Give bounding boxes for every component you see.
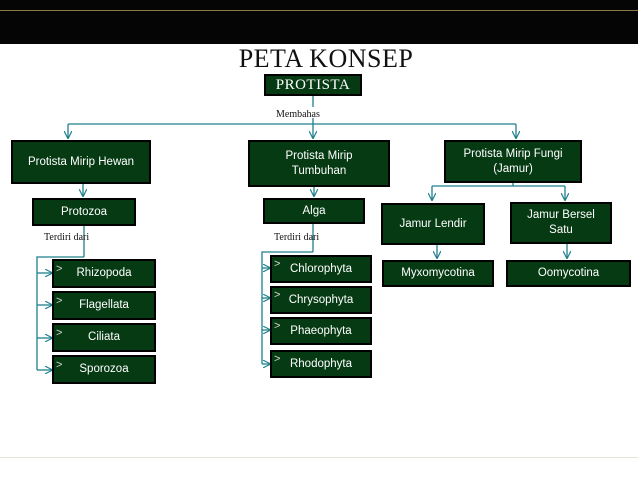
chevron-right-icon: > xyxy=(274,289,281,301)
chevron-right-icon: > xyxy=(56,327,63,339)
protozoa-item-ciliata: Ciliata xyxy=(52,323,156,352)
protozoa-item-sporozoa: Sporozoa xyxy=(52,355,156,384)
alga-item-chrysophyta: Chrysophyta xyxy=(270,286,372,314)
group-alga-box: Alga xyxy=(263,198,365,224)
chevron-right-icon: > xyxy=(274,353,281,365)
chevron-right-icon: > xyxy=(56,359,63,371)
page-title: PETA KONSEP xyxy=(238,44,414,73)
chevron-right-icon: > xyxy=(274,320,281,332)
chevron-right-icon: > xyxy=(274,258,281,270)
chevron-right-icon: > xyxy=(56,263,63,275)
protozoa-item-rhizopoda: Rhizopoda xyxy=(52,259,156,288)
alga-link-label: Terdiri dari xyxy=(274,232,320,243)
jamur-bersel-box: Jamur Bersel Satu xyxy=(510,202,612,244)
category-jamur-box: Protista Mirip Fungi (Jamur) xyxy=(444,140,582,183)
category-tumbuhan-box: Protista Mirip Tumbuhan xyxy=(248,140,390,187)
chevron-right-icon: > xyxy=(56,295,63,307)
myxomycotina-box: Myxomycotina xyxy=(382,260,494,287)
jamur-lendir-box: Jamur Lendir xyxy=(381,203,485,245)
root-link-label: Membahas xyxy=(276,109,320,120)
group-protozoa-box: Protozoa xyxy=(32,198,136,226)
root-protista-box: PROTISTA xyxy=(264,74,362,96)
oomycotina-box: Oomycotina xyxy=(506,260,631,287)
alga-item-chlorophyta: Chlorophyta xyxy=(270,255,372,283)
protozoa-link-label: Terdiri dari xyxy=(44,232,90,243)
protozoa-item-flagellata: Flagellata xyxy=(52,291,156,320)
alga-item-phaeophyta: Phaeophyta xyxy=(270,317,372,345)
category-hewan-box: Protista Mirip Hewan xyxy=(11,140,151,184)
alga-item-rhodophyta: Rhodophyta xyxy=(270,350,372,378)
